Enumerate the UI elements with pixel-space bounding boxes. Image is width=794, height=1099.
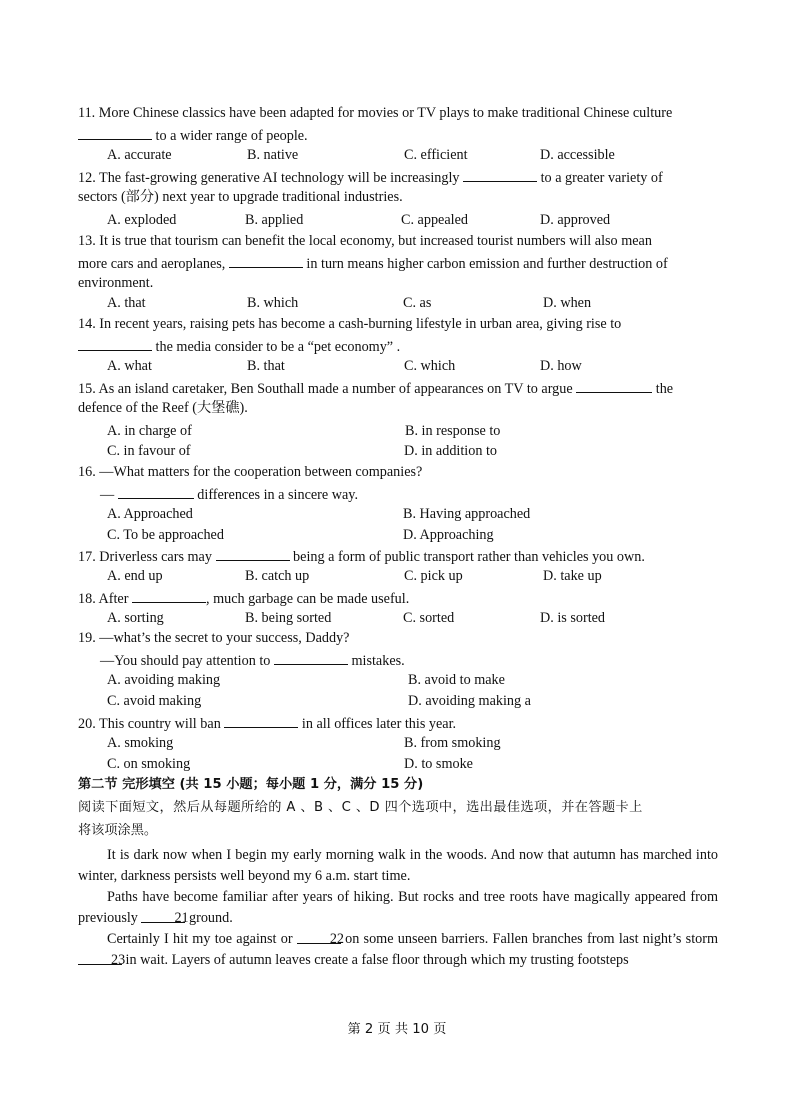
- q18-option-a: A. sorting: [107, 610, 164, 626]
- q20-line1-text: 20. This country will ban: [78, 716, 221, 732]
- q16-option-c: C. To be approached: [107, 527, 224, 543]
- q17-option-a: A. end up: [107, 568, 163, 584]
- q19-blank: [274, 650, 348, 665]
- q20-option-a: A. smoking: [107, 735, 174, 751]
- q11-line2-text: to a wider range of people.: [155, 128, 308, 144]
- q11-option-b: B. native: [247, 147, 299, 163]
- blank-23: 23: [78, 950, 122, 965]
- q18-line1-text: 18. After: [78, 591, 129, 607]
- q17-blank: [216, 546, 290, 561]
- q15-option-b: B. in response to: [405, 423, 501, 439]
- section-instruction-line2: 将该项涂黑。: [78, 823, 158, 838]
- q16-dash: —: [100, 487, 115, 503]
- q13-option-b: B. which: [247, 295, 299, 311]
- q12-option-d: D. approved: [540, 212, 611, 228]
- q16-blank: [118, 484, 194, 499]
- q15-option-d: D. in addition to: [404, 443, 498, 459]
- passage-paragraph-1: It is dark now when I begin my early morning walk in the woods. And now that autumn has marched into winter, darkness persists well beyond my 6 a.m. start time.: [78, 847, 718, 884]
- q11-option-c: C. efficient: [404, 147, 468, 163]
- q13-option-d: D. when: [543, 295, 592, 311]
- q13-line2-text: more cars and aeroplanes,: [78, 256, 226, 272]
- q14-line2: [78, 336, 718, 356]
- q18-option-c: C. sorted: [403, 610, 455, 626]
- q13-line3: environment.: [78, 275, 154, 291]
- q11-blank: [78, 125, 152, 140]
- q17-option-b: B. catch up: [245, 568, 310, 584]
- q15-line1: [78, 378, 718, 398]
- q18-line1: [78, 588, 718, 608]
- q12-option-b: B. applied: [245, 212, 304, 228]
- q19-line2-tail: mistakes.: [351, 653, 405, 669]
- q19-option-a: A. avoiding making: [107, 672, 221, 688]
- q11-line1: 11. More Chinese classics have been adapted for movies or TV plays to make traditional Chinese culture: [78, 105, 673, 121]
- passage-p2-tail: ground.: [189, 910, 233, 926]
- q13-line2: [78, 253, 718, 273]
- q17-line1-text: 17. Driverless cars may: [78, 549, 212, 565]
- q20-option-c: C. on smoking: [107, 756, 191, 772]
- q19-option-b: B. avoid to make: [408, 672, 505, 688]
- q15-option-c: C. in favour of: [107, 443, 191, 459]
- q20-line1: [78, 713, 718, 733]
- q16-option-b: B. Having approached: [403, 506, 531, 522]
- q15-option-a: A. in charge of: [107, 423, 192, 439]
- q14-line1: 14. In recent years, raising pets has become a cash-burning lifestyle in urban area, giving rise to: [78, 316, 622, 332]
- q11-option-d: D. accessible: [540, 147, 615, 163]
- q18-option-b: B. being sorted: [245, 610, 332, 626]
- q12-line2: sectors (部分) next year to upgrade traditional industries.: [78, 189, 403, 205]
- q17-line1: [78, 546, 718, 566]
- q18-line1-tail: , much garbage can be made useful.: [205, 591, 410, 607]
- q14-option-c: C. which: [404, 358, 456, 374]
- q19-option-c: C. avoid making: [107, 693, 202, 709]
- q16-option-a: A. Approached: [107, 506, 193, 522]
- passage-p3-mid: on some unseen barriers. Fallen branches from last night’s storm: [345, 931, 718, 947]
- q12-line1: [78, 167, 718, 187]
- section-instruction-line1: 阅读下面短文，然后从每题所给的 A 、B 、C 、D 四个选项中，选出最佳选项，并在答题卡上: [78, 800, 643, 815]
- q12-line1-tail: to a greater variety of: [540, 170, 663, 186]
- q19-line1: 19. —what’s the secret to your success, Daddy?: [78, 630, 350, 646]
- q20-option-b: B. from smoking: [404, 735, 501, 751]
- passage-p3-tail: in wait. Layers of autumn leaves create a false floor through which my trusting footsteps: [125, 952, 629, 968]
- passage-paragraph-2: [78, 887, 718, 929]
- q17-option-c: C. pick up: [404, 568, 463, 584]
- q12-option-a: A. exploded: [107, 212, 177, 228]
- q16-line2: [100, 484, 740, 504]
- q20-line1-tail: in all offices later this year.: [301, 716, 457, 732]
- q19-line2-text: —You should pay attention to: [100, 653, 271, 669]
- q11-option-a: A. accurate: [107, 147, 172, 163]
- q13-option-c: C. as: [403, 295, 432, 311]
- q15-blank: [576, 378, 652, 393]
- passage-p2-text: Paths have become familiar after years of hiking. But rocks and tree roots have magically appeared from previously: [78, 889, 718, 926]
- q20-blank: [224, 713, 298, 728]
- q17-option-d: D. take up: [543, 568, 602, 584]
- q18-blank: [132, 588, 206, 603]
- q14-line2-text: the media consider to be a “pet economy” .: [155, 339, 401, 355]
- q18-option-d: D. is sorted: [540, 610, 606, 626]
- q15-line1-tail: the: [655, 381, 674, 397]
- q15-line1-text: 15. As an island caretaker, Ben Southall made a number of appearances on TV to argue: [78, 381, 573, 397]
- blank-21: 21: [141, 908, 185, 923]
- q14-option-a: A. what: [107, 358, 152, 374]
- passage-p3-text: Certainly I hit my toe against or: [107, 931, 293, 947]
- q13-blank: [229, 253, 303, 268]
- q16-option-d: D. Approaching: [403, 527, 494, 543]
- q13-option-a: A. that: [107, 295, 146, 311]
- q14-option-b: B. that: [247, 358, 285, 374]
- q14-blank: [78, 336, 152, 351]
- q12-line1-text: 12. The fast-growing generative AI technology will be increasingly: [78, 170, 460, 186]
- q12-option-c: C. appealed: [401, 212, 468, 228]
- passage-paragraph-3: [78, 929, 718, 971]
- q19-option-d: D. avoiding making a: [408, 693, 531, 709]
- q16-line2-text: differences in a sincere way.: [197, 487, 358, 503]
- q14-option-d: D. how: [540, 358, 582, 374]
- section-title: 第二节 完形填空 (共 15 小题；每小题 1 分，满分 15 分): [78, 777, 424, 792]
- page-footer: 第 2 页 共 10 页: [347, 1022, 447, 1037]
- q15-line2: defence of the Reef (大堡礁).: [78, 400, 248, 416]
- q11-line2: [78, 125, 718, 145]
- q17-line1-tail: being a form of public transport rather than vehicles you own.: [293, 549, 645, 565]
- q20-option-d: D. to smoke: [404, 756, 473, 772]
- blank-22: 22: [297, 929, 341, 944]
- q13-line1: 13. It is true that tourism can benefit the local economy, but increased tourist numbers will also mean: [78, 233, 652, 249]
- q12-blank: [463, 167, 537, 182]
- q19-line2: [100, 650, 740, 670]
- q16-line1: 16. —What matters for the cooperation between companies?: [78, 464, 423, 480]
- q13-line2-tail: in turn means higher carbon emission and further destruction of: [306, 256, 668, 272]
